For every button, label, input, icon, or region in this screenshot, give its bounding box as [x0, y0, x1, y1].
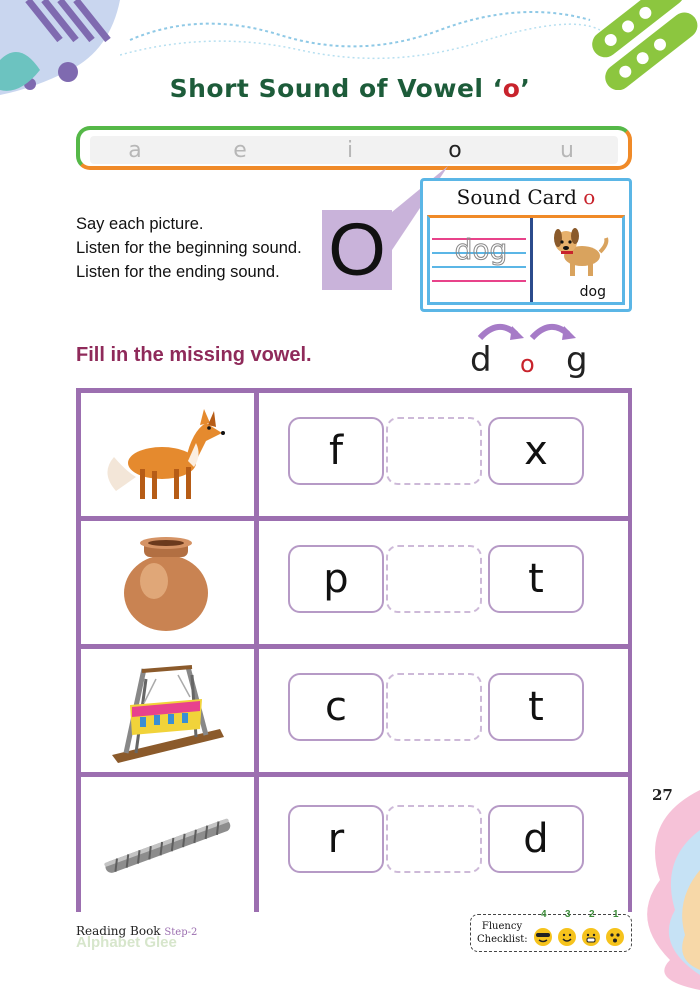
book-label: Reading Book Step-2 [76, 924, 198, 938]
traced-word: dog [454, 233, 508, 266]
instruction-line: Listen for the ending sound. [76, 263, 280, 281]
exercise-heading: Fill in the missing vowel. [76, 344, 312, 366]
card-word: dog [579, 284, 606, 300]
instructions [76, 212, 316, 284]
last-letter-box: d [488, 805, 584, 873]
score-number: 3 [565, 909, 571, 920]
grin-face-icon[interactable] [581, 927, 601, 947]
dog-icon [544, 222, 614, 280]
cot-icon [96, 659, 236, 765]
table-row [76, 772, 632, 907]
page-number: 27 [652, 786, 673, 804]
vowel-strip [76, 126, 632, 170]
example-word [466, 336, 596, 384]
score-number: 4 [541, 909, 547, 920]
table-row [76, 644, 632, 772]
vowel-o: o [448, 138, 462, 163]
wave-decoration [120, 0, 600, 70]
first-letter-box: f [288, 417, 384, 485]
first-letter-box: r [288, 805, 384, 873]
vowel-a: a [128, 138, 142, 163]
fluency-label: Fluency Checklist: [477, 921, 528, 945]
vowel-i: i [346, 138, 354, 163]
last-letter-box: t [488, 673, 584, 741]
score-number: 1 [613, 909, 619, 920]
sound-card-title: Sound Card o [456, 185, 596, 209]
last-letter-box: t [488, 545, 584, 613]
smile-face-icon[interactable] [557, 927, 577, 947]
exercise-table [76, 388, 632, 912]
vowel-strip-inner [90, 136, 618, 164]
example-letter-vowel: o [520, 350, 535, 378]
pot-icon [96, 531, 236, 637]
card-divider [530, 218, 533, 302]
vowel-e: e [233, 138, 247, 163]
instruction-line: Say each picture. [76, 215, 204, 233]
surprised-face-icon[interactable] [605, 927, 625, 947]
big-letter: O [328, 208, 386, 291]
missing-vowel-input[interactable] [386, 545, 482, 613]
missing-vowel-input[interactable] [386, 805, 482, 873]
vowel-u: u [560, 138, 574, 163]
missing-vowel-input[interactable] [386, 417, 482, 485]
first-letter-box: c [288, 673, 384, 741]
table-border [76, 388, 81, 912]
watermark-text: Alphabet Glee [76, 934, 177, 951]
table-row [76, 388, 632, 516]
score-number: 2 [589, 909, 595, 920]
fox-icon [96, 403, 236, 509]
rod-icon [96, 787, 236, 893]
fluency-checklist [470, 909, 632, 952]
example-letter: g [566, 340, 588, 380]
table-divider [254, 388, 259, 912]
sound-card-body [427, 215, 625, 305]
sound-card [420, 178, 632, 312]
page-title: Short Sound of Vowel ‘o’ [169, 74, 531, 103]
last-letter-box: x [488, 417, 584, 485]
table-row [76, 516, 632, 644]
table-border [628, 388, 632, 912]
example-letter: d [470, 340, 492, 380]
cool-face-icon[interactable] [533, 927, 553, 947]
missing-vowel-input[interactable] [386, 673, 482, 741]
first-letter-box: p [288, 545, 384, 613]
instruction-line: Listen for the beginning sound. [76, 239, 302, 257]
